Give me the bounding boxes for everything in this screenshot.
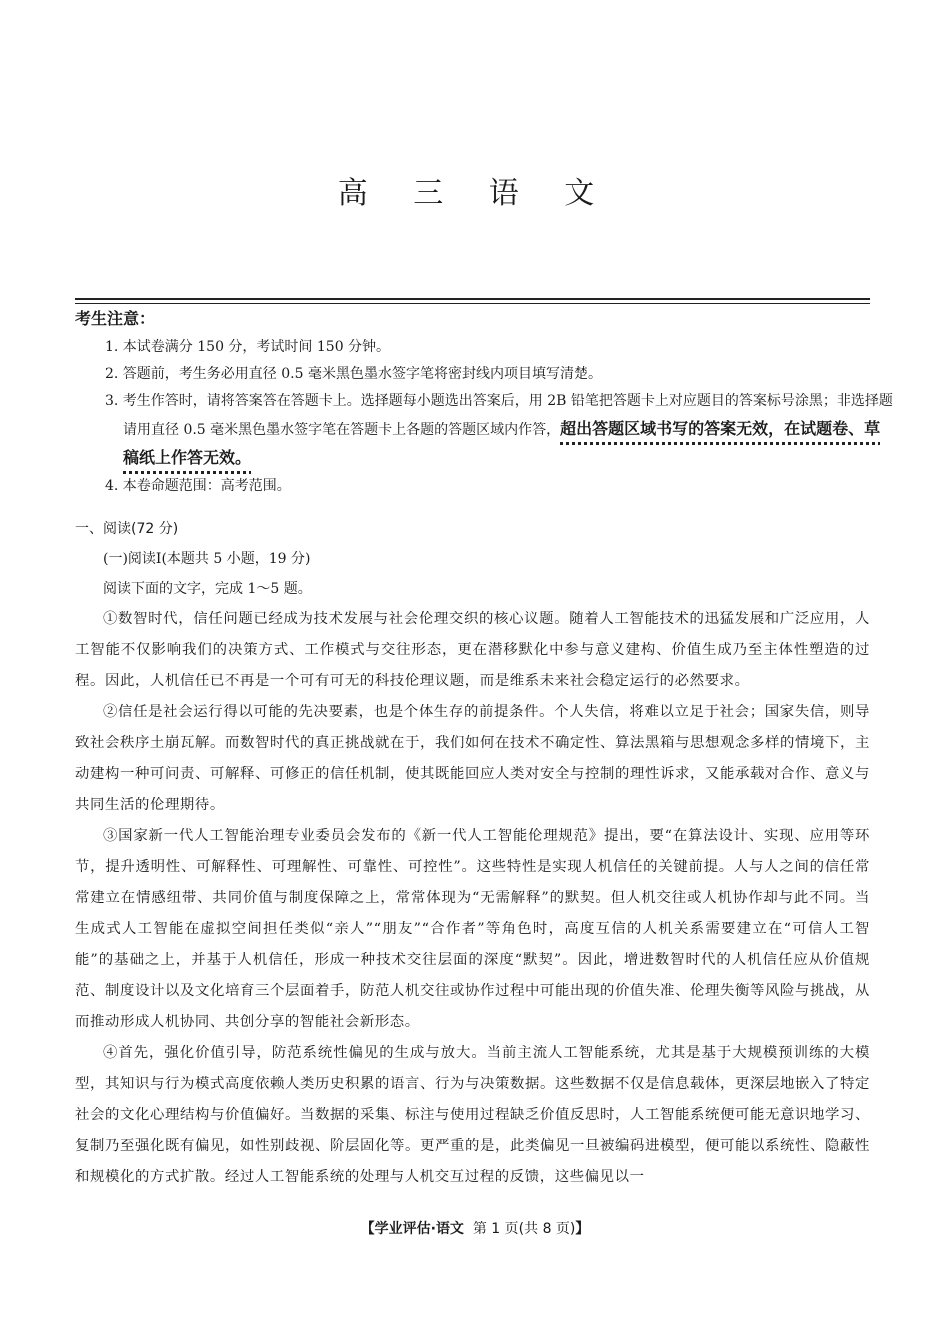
notice-item-4: 4. 本卷命题范围：高考范围。 bbox=[105, 478, 291, 494]
passage-paragraph-1: ①数智时代，信任问题已经成为技术发展与社会伦理交织的核心议题。随着人工智能技术的迅猛发展和广泛应用，人工智能不仅影响我们的决策方式、工作模式与交往形态，更在潜移默化中参与意义建构、价值生成乃至主体性塑造的过程。因此，人机信任已不再是一个可有可无的科技伦理议题，而是维系未来社会稳定运行的必然要求。 bbox=[75, 611, 870, 689]
candidate-notice bbox=[75, 308, 893, 500]
notice-heading: 考生注意： bbox=[75, 309, 156, 328]
footer-dot: · bbox=[430, 1221, 436, 1237]
section-heading: 一、阅读(72 分) bbox=[75, 521, 179, 537]
reading-section bbox=[75, 514, 870, 1193]
page-footer bbox=[0, 1218, 950, 1238]
section-subheading: (一)阅读Ⅰ(本题共 5 小题，19 分) bbox=[103, 551, 311, 567]
footer-bracket-open: 【 bbox=[360, 1221, 375, 1237]
footer-subject: 语文 bbox=[435, 1221, 464, 1237]
notice-item-3-text: 3. 考生作答时，请将答案答在答题卡上。选择题每小题选出答案后，用 2B 铅笔把答题卡上对应题目的答案标号涂黑；非选择题请用直径 0.5 毫米黑色墨水签字笔在答题卡上各题的答题区域内作答， bbox=[105, 393, 893, 438]
header-divider-thin bbox=[75, 303, 870, 304]
notice-item-3 bbox=[75, 388, 893, 473]
passage-paragraph-4: ④首先，强化价值引导，防范系统性偏见的生成与放大。当前主流人工智能系统，尤其是基于大规模预训练的大模型，其知识与行为模式高度依赖人类历史积累的语言、行为与决策数据。这些数据不仅是信息载体，更深层地嵌入了特定社会的文化心理结构与价值偏好。当数据的采集、标注与使用过程缺乏价值反思时，人工智能系统便可能无意识地学习、复制乃至强化既有偏见，如性别歧视、阶层固化等。更严重的是，此类偏见一旦被编码进模型，便可能以系统性、隐蔽性和规模化的方式扩散。经过人工智能系统的处理与人机交互过程的反馈，这些偏见以一 bbox=[75, 1045, 870, 1185]
footer-bracket-close: 】 bbox=[575, 1221, 590, 1237]
passage-paragraph-2: ②信任是社会运行得以可能的先决要素，也是个体生存的前提条件。个人失信，将难以立足于社会；国家失信，则导致社会秩序土崩瓦解。而数智时代的真正挑战就在于，我们如何在技术不确定性、算法黑箱与思想观念多样的情境下，主动建构一种可问责、可解释、可修正的信任机制，使其既能回应人类对安全与控制的理性诉求，又能承载对合作、意义与共同生活的伦理期待。 bbox=[75, 704, 870, 813]
header-divider-thick bbox=[75, 298, 870, 300]
page-title: 高 三 语 文 bbox=[337, 176, 613, 211]
footer-page-info: 第 1 页(共 8 页) bbox=[472, 1221, 576, 1237]
notice-item-2: 2. 答题前，考生务必用直径 0.5 毫米黑色墨水签字笔将密封线内项目填写清楚。 bbox=[105, 366, 602, 382]
section-instruction: 阅读下面的文字，完成 1～5 题。 bbox=[103, 581, 312, 597]
notice-item-1: 1. 本试卷满分 150 分，考试时间 150 分钟。 bbox=[105, 339, 391, 355]
passage-paragraph-3: ③国家新一代人工智能治理专业委员会发布的《新一代人工智能伦理规范》提出，要“在算法设计、实现、应用等环节，提升透明性、可解释性、可理解性、可靠性、可控性”。这些特性是实现人机信任的关键前提。人与人之间的信任常常建立在情感纽带、共同价值与制度保障之上，常常体现为“无需解释”的默契。但人机交往或人机协作却与此不同。当生成式人工智能在虚拟空间担任类似“亲人”“朋友”“合作者”等角色时，高度互信的人机关系需要建立在“可信人工智能”的基础之上，并基于人机信任，形成一种技术交往层面的深度“默契”。因此，增进数智时代的人机信任应从价值规范、制度设计以及文化培育三个层面着手，防范人机交往或协作过程中可能出现的价值失准、伦理失衡等风险与挑战，从而推动形成人机协同、共创分享的智能社会新形态。 bbox=[75, 828, 870, 1030]
footer-series: 学业评估 bbox=[374, 1221, 431, 1237]
notice-item-3-emphasis: 超出答题区域书写的答案无效，在试题卷、草稿纸上作答无效。 bbox=[123, 419, 881, 467]
